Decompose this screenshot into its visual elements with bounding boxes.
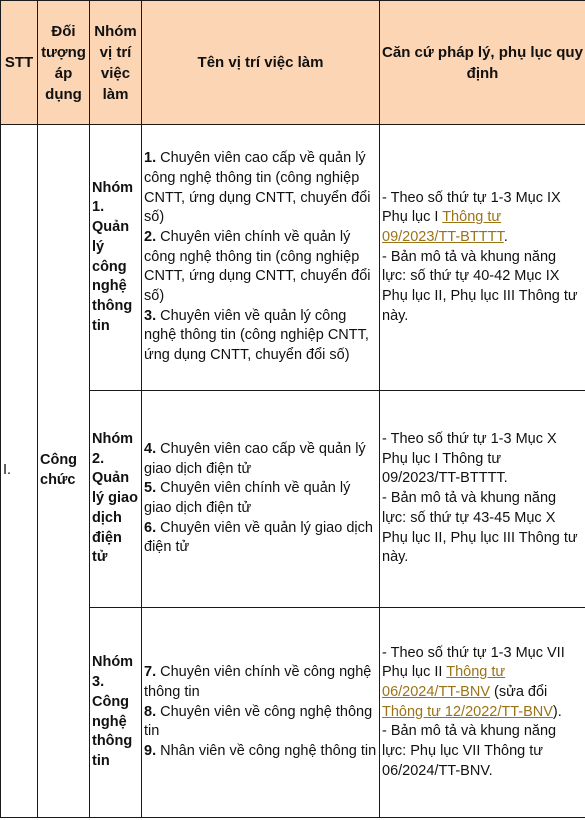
group-name: Nhóm 2. Quản lý giao dịch điện tử bbox=[90, 391, 142, 608]
position-number: 9. bbox=[144, 743, 157, 760]
position-item bbox=[144, 150, 371, 225]
group-name: Nhóm 3. Công nghệ thông tin bbox=[90, 608, 142, 818]
legal-text: - Bản mô tả và khung năng lực: Phụ lục VII Thông tư 06/2024/TT-BNV. bbox=[382, 723, 557, 779]
header-legal-basis: Căn cứ pháp lý, phụ lục quy định bbox=[380, 1, 585, 125]
position-text: Chuyên viên cao cấp về quản lý giao dịch điện tử bbox=[144, 440, 366, 477]
position-number: 7. bbox=[144, 664, 157, 681]
position-text: Chuyên viên về công nghệ thông tin bbox=[144, 703, 373, 740]
position-text: Nhân viên về công nghệ thông tin bbox=[156, 743, 377, 760]
header-applied-to: Đối tượng áp dụng bbox=[38, 1, 90, 125]
position-item bbox=[144, 229, 371, 304]
header-row bbox=[1, 1, 585, 125]
legal-text: - Theo số thứ tự 1-3 Mục VII Phụ lục II bbox=[382, 644, 565, 681]
position-text: Chuyên viên cao cấp về quản lý công nghệ thông tin (công nghiệp CNTT, ứng dụng CNTT, chuyển đổi số) bbox=[144, 150, 371, 226]
header-position-name: Tên vị trí việc làm bbox=[142, 1, 380, 125]
position-text: Chuyên viên về quản lý công nghệ thông tin (công nghiệp CNTT, ứng dụng CNTT, chuyển đổi số) bbox=[144, 307, 369, 364]
legal-basis-cell bbox=[380, 391, 585, 608]
header-position-group: Nhóm vị trí việc làm bbox=[90, 1, 142, 125]
position-number: 4. bbox=[144, 440, 157, 457]
position-item bbox=[144, 520, 373, 556]
legal-link[interactable]: Thông tư 06/2024/TT-BNV bbox=[382, 664, 506, 700]
legal-text: - Theo số thứ tự 1-3 Mục X Phụ lục I Thông tư 09/2023/TT-BTTTT. bbox=[382, 431, 557, 487]
position-text: Chuyên viên chính về công nghệ thông tin bbox=[144, 664, 372, 700]
position-item bbox=[144, 743, 376, 759]
position-number: 6. bbox=[144, 519, 157, 536]
position-item bbox=[144, 441, 366, 477]
position-number: 5. bbox=[144, 480, 157, 497]
position-text: Chuyên viên chính về quản lý giao dịch điện tử bbox=[144, 480, 351, 516]
position-text: Chuyên viên chính về quản lý công nghệ thông tin (công nghiệp CNTT, ứng dụng CNTT, chuyển đổi số) bbox=[144, 228, 371, 305]
position-list bbox=[142, 125, 380, 391]
section-applied-to: Công chức bbox=[38, 125, 90, 818]
legal-basis-cell bbox=[380, 608, 585, 818]
legal-basis-cell bbox=[380, 125, 585, 391]
position-item bbox=[144, 308, 369, 363]
position-item bbox=[144, 704, 372, 740]
legal-text: ). bbox=[552, 703, 562, 720]
header-stt: STT bbox=[1, 1, 38, 125]
legal-text: - Bản mô tả và khung năng lực: số thứ tự 40-42 Mục IX Phụ lục II, Phụ lục III Thông tư này. bbox=[382, 248, 578, 324]
group-name: Nhóm 1. Quản lý công nghệ thông tin bbox=[90, 125, 142, 391]
position-list bbox=[142, 391, 380, 608]
position-list bbox=[142, 608, 380, 818]
legal-text: (sửa đổi bbox=[490, 683, 548, 700]
legal-link[interactable]: Thông tư 12/2022/TT-BNV bbox=[382, 703, 553, 720]
legal-link[interactable]: Thông tư 09/2023/TT-BTTTT bbox=[382, 209, 504, 245]
section-stt: I. bbox=[1, 125, 38, 818]
position-number: 2. bbox=[144, 228, 157, 245]
position-number: 1. bbox=[144, 150, 157, 167]
position-number: 3. bbox=[144, 307, 157, 324]
position-item bbox=[144, 480, 350, 516]
table-row bbox=[1, 125, 585, 391]
position-number: 8. bbox=[144, 703, 157, 720]
legal-text: . bbox=[503, 228, 508, 245]
legal-text: - Theo số thứ tự 1-3 Mục IX Phụ lục I bbox=[382, 189, 561, 226]
position-item bbox=[144, 664, 371, 700]
legal-text: - Bản mô tả và khung năng lực: số thứ tự 43-45 Mục X Phụ lục II, Phụ lục III Thông tư này. bbox=[382, 490, 578, 566]
position-text: Chuyên viên về quản lý giao dịch điện tử bbox=[144, 519, 373, 556]
